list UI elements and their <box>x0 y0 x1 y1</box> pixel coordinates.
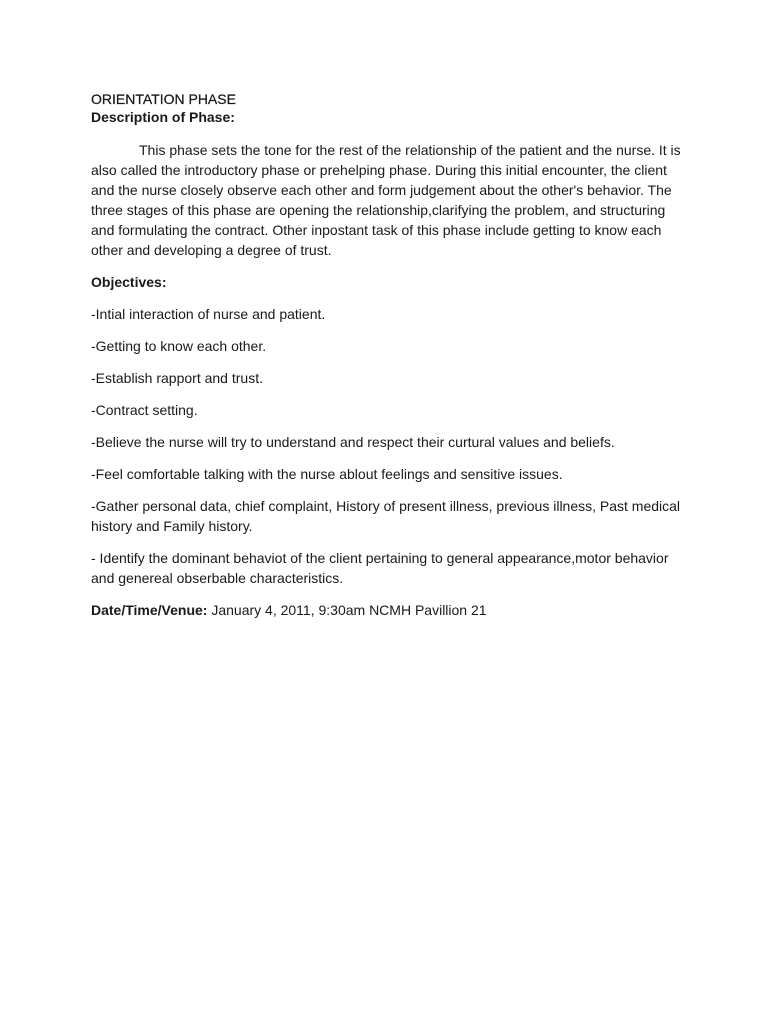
objective-item: -Contract setting. <box>91 402 198 418</box>
date-time-venue-value: January 4, 2011, 9:30am NCMH Pavillion 21 <box>207 602 487 618</box>
objective-item: - Identify the dominant behaviot of the client pertaining to general appearance,motor behavior and genereal obserbable characteristics. <box>91 550 669 586</box>
objectives-heading: Objectives: <box>91 274 167 290</box>
objective-item: -Intial interaction of nurse and patient. <box>91 306 326 322</box>
objective-item: -Feel comfortable talking with the nurse ablout feelings and sensitive issues. <box>91 466 563 482</box>
objective-item: -Gather personal data, chief complaint, History of present illness, previous illness, Past medical history and Family history. <box>91 498 681 534</box>
date-time-venue <box>91 600 691 620</box>
objectives-list <box>91 304 691 588</box>
date-time-venue-label: Date/Time/Venue: <box>91 602 208 618</box>
objective-item: -Getting to know each other. <box>91 338 267 354</box>
document-title: ORIENTATION PHASE <box>91 91 236 107</box>
document-page <box>91 90 691 620</box>
description-heading: Description of Phase: <box>91 109 235 125</box>
objective-item: -Believe the nurse will try to understand and respect their curtural values and beliefs. <box>91 434 615 450</box>
objective-item: -Establish rapport and trust. <box>91 370 263 386</box>
description-paragraph: This phase sets the tone for the rest of the relationship of the patient and the nurse. It is also called the introductory phase or prehelping phase. During this initial encounter, the client and the nurse closely observe each other and form judgement about the other's behavior. The three stages of this phase are opening the relationship,clarifying the problem, and structuring and formulating the contract. Other inpostant task of this phase include getting to know each other and developing a degree of trust. <box>91 142 681 258</box>
